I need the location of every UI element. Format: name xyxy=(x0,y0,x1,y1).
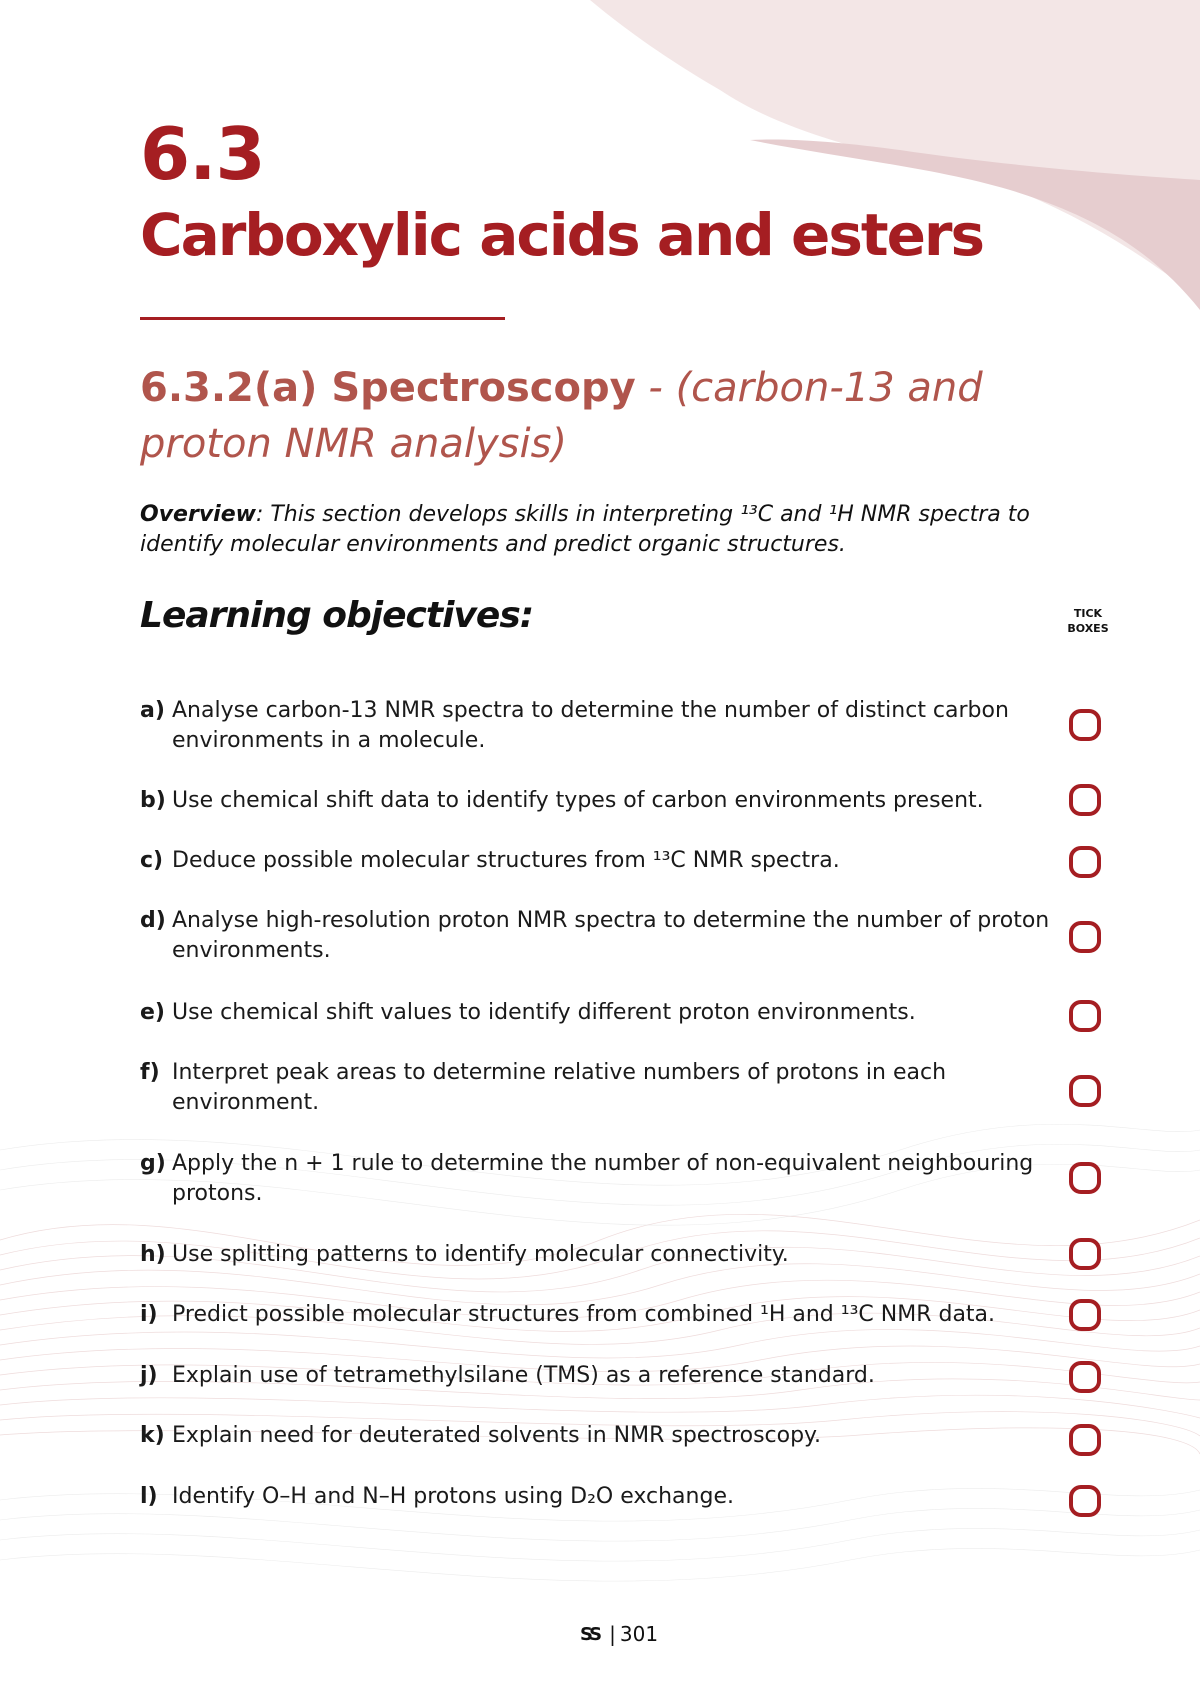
objective-item xyxy=(140,1482,1060,1512)
overview-label: Overview xyxy=(140,502,256,527)
objective-text: Use chemical shift data to identify types of carbon environments present. xyxy=(172,788,984,813)
tick-header-line-1: TICK xyxy=(1073,607,1103,620)
objective-text: Use chemical shift values to identify different proton environments. xyxy=(172,1000,916,1025)
tick-box-g[interactable] xyxy=(1069,1162,1101,1194)
page-footer xyxy=(580,1618,658,1650)
objective-item xyxy=(140,1058,1060,1118)
objective-text: Use splitting patterns to identify molecular connectivity. xyxy=(172,1242,789,1267)
objective-letter: d) xyxy=(140,908,166,933)
tick-box-a[interactable] xyxy=(1069,709,1101,741)
objective-item xyxy=(140,696,1060,756)
title-divider xyxy=(140,317,505,320)
objective-text: Identify O–H and N–H protons using D₂O exchange. xyxy=(172,1484,734,1509)
objective-item xyxy=(140,1421,1060,1451)
objective-letter: f) xyxy=(140,1060,160,1085)
objective-text: Explain use of tetramethylsilane (TMS) as a reference standard. xyxy=(172,1363,875,1388)
objective-letter: c) xyxy=(140,848,164,873)
section-subtitle: (carbon-13 and proton NMR analysis) xyxy=(140,365,983,467)
section-heading xyxy=(140,360,1040,472)
objective-text: Interpret peak areas to determine relative numbers of protons in each environment. xyxy=(172,1060,947,1115)
objective-letter: j) xyxy=(140,1363,158,1388)
objective-text: Deduce possible molecular structures from ¹³C NMR spectra. xyxy=(172,848,840,873)
objective-text: Analyse high-resolution proton NMR spectra to determine the number of proton environments. xyxy=(172,908,1050,963)
objective-letter: e) xyxy=(140,1000,165,1025)
chapter-title: Carboxylic acids and esters xyxy=(140,201,984,269)
learning-objectives-heading: Learning objectives: xyxy=(140,595,534,636)
tick-box-f[interactable] xyxy=(1069,1075,1101,1107)
chapter-number: 6.3 xyxy=(140,112,265,196)
objective-text: Explain need for deuterated solvents in NMR spectroscopy. xyxy=(172,1423,821,1448)
objective-text: Apply the n + 1 rule to determine the number of non-equivalent neighbouring protons. xyxy=(172,1151,1034,1206)
tick-box-k[interactable] xyxy=(1069,1424,1101,1456)
page-number: 301 xyxy=(619,1622,659,1646)
overview-text: : This section develops skills in interpreting ¹³C and ¹H NMR spectra to identify molecular environments and predict organic structures. xyxy=(140,502,1030,557)
objective-item xyxy=(140,1361,1060,1391)
objective-item xyxy=(140,846,1060,876)
tick-box-c[interactable] xyxy=(1069,846,1101,878)
objective-item xyxy=(140,998,1060,1028)
tick-box-l[interactable] xyxy=(1069,1485,1101,1517)
section-separator: - xyxy=(635,365,676,411)
tick-box-d[interactable] xyxy=(1069,921,1101,953)
objective-item xyxy=(140,1300,1060,1330)
objective-letter: g) xyxy=(140,1151,166,1176)
objective-letter: b) xyxy=(140,788,166,813)
objective-letter: i) xyxy=(140,1302,158,1327)
tick-box-i[interactable] xyxy=(1069,1299,1101,1331)
objective-letter: h) xyxy=(140,1242,166,1267)
objective-item xyxy=(140,1149,1060,1209)
objective-text: Predict possible molecular structures from combined ¹H and ¹³C NMR data. xyxy=(172,1302,996,1327)
section-code: 6.3.2(a) Spectroscopy xyxy=(140,365,636,411)
objective-letter: a) xyxy=(140,698,165,723)
objective-letter: l) xyxy=(140,1484,158,1509)
tick-header-line-2: BOXES xyxy=(1067,622,1109,635)
tick-box-j[interactable] xyxy=(1069,1361,1101,1393)
publisher-logo: SS xyxy=(580,1623,600,1645)
tick-boxes-header xyxy=(1058,606,1118,636)
objective-item xyxy=(140,1240,1060,1270)
objective-letter: k) xyxy=(140,1423,165,1448)
tick-box-h[interactable] xyxy=(1069,1238,1101,1270)
footer-separator: | xyxy=(609,1622,616,1646)
objective-item xyxy=(140,786,1060,816)
tick-box-b[interactable] xyxy=(1069,784,1101,816)
objective-item xyxy=(140,906,1060,966)
objective-text: Analyse carbon-13 NMR spectra to determine the number of distinct carbon environments in a molecule. xyxy=(172,698,1009,753)
tick-box-e[interactable] xyxy=(1069,1000,1101,1032)
overview-paragraph xyxy=(140,500,1040,560)
